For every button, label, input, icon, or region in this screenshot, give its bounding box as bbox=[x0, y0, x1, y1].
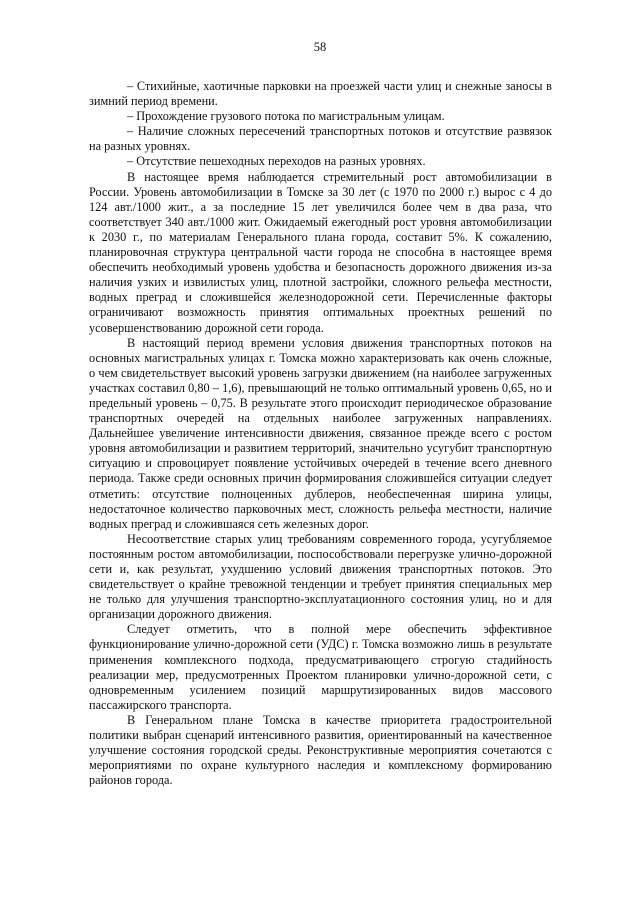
paragraph-general-plan: В Генеральном плане Томска в качестве приоритета градостроительной политики выбран сценарий интенсивного развития, ориентированный на качественное улучшение состояния городской среды. Реконструктивные мероприятия сочетаются с мероприятиями по охране культурного наследия и комплексному формированию районов города. bbox=[89, 712, 552, 788]
paragraph-intersections: – Наличие сложных пересечений транспортных потоков и отсутствие развязок на разных уровнях. bbox=[89, 124, 552, 154]
paragraph-pedestrian: – Отсутствие пешеходных переходов на разных уровнях. bbox=[127, 154, 426, 169]
paragraph-parking: – Стихийные, хаотичные парковки на проезжей части улиц и снежные заносы в зимний период времени. bbox=[89, 79, 552, 109]
paragraph-street-mismatch: Несоответствие старых улиц требованиям современного города, усугубляемое постоянным ростом автомобилизации, поспособствовали перегрузке улично-дорожной сети и, как результат, ухудшению условий движения транспортных потоков. Это свидетельствует о крайне тревожной тенденции и требует принятия специальных мер не только для улучшения транспортно-эксплуатационного состояния улиц, но и для организации дорожного движения. bbox=[89, 531, 552, 622]
paragraph-comprehensive-approach: Следует отметить, что в полной мере обеспечить эффективное функционирование улично-дорожной сети (УДС) г. Томска возможно лишь в результате применения комплексного подхода, предусматривающего строгую стадийность реализации мер, предусмотренных Проектом планировки улично-дорожной сети, с одновременным усилением позиций маршрутизированных видов массового пассажирского транспорта. bbox=[89, 622, 552, 712]
body-text bbox=[89, 79, 552, 788]
paragraph-motorization: В настоящее время наблюдается стремительный рост автомобилизации в России. Уровень автомобилизации в Томске за 30 лет (с 1970 по 2000 г.) вырос с 4 до 124 авт./1000 жит., а за последние 15 лет увеличился более чем в два раза, что соответствует 340 авт./1000 жит. Ожидаемый ежегодный рост уровня автомобилизации к 2030 г., по материалам Генерального плана города, составит 5%. К сожалению, планировочная структура центральной части города не способна в настоящее время обеспечить необходимый уровень удобства и безопасность дорожного движения из-за наличия узких и извилистых улиц, плотной застройки, сложного рельефа местности, водных преград и сложившейся железнодорожной сети. Перечисленные факторы ограничивают возможность принятия оптимальных проектных решений по усовершенствованию дорожной сети города. bbox=[89, 169, 552, 335]
paragraph-freight: – Прохождение грузового потока по магистральным улицам. bbox=[127, 109, 445, 124]
paragraph-traffic-conditions: В настоящий период времени условия движения транспортных потоков на основных магистральных улицах г. Томска можно характеризовать как очень сложные, о чем свидетельствует высокий уровень загрузки движением (на наиболее загруженных участках составил 0,80 – 1,6), превышающий не только оптимальный уровень 0,65, но и предельный уровень – 0,75. В результате этого происходит периодическое образование транспортных очередей на отдельных наиболее загруженных направлениях. Дальнейшее увеличение интенсивности движения, связанное прежде всего с ростом уровня автомобилизации и развитием территорий, значительно усугубит транспортную ситуацию и спровоцирует появление устойчивых очередей в течение всего дневного периода. Также среди основных причин формирования сложившейся ситуации следует отметить: отсутствие полноценных дублеров, необеспеченная ширина улицы, недостаточное количество парковочных мест, сложность рельефа местности, наличие водных преград и сложившаяся сеть железных дорог. bbox=[89, 335, 552, 531]
page-number: 58 bbox=[313, 40, 327, 54]
